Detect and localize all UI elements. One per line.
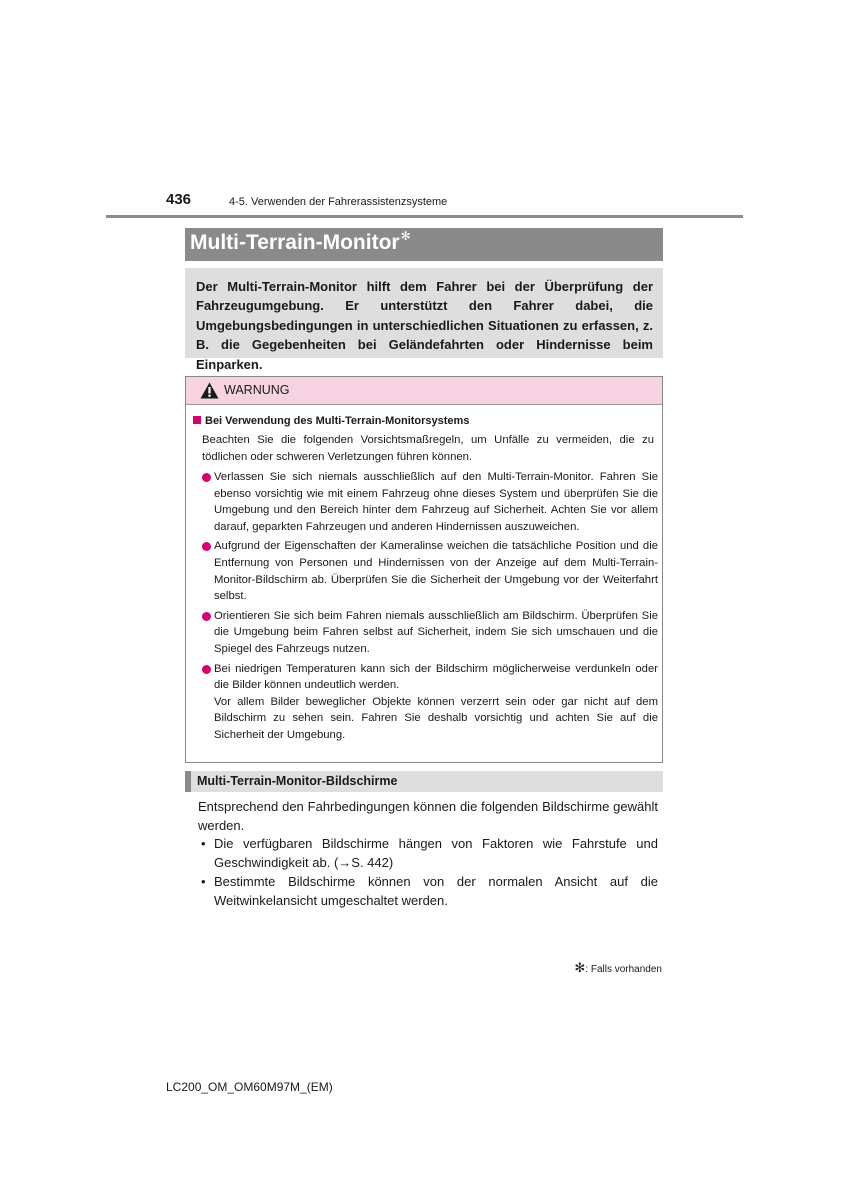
intro-text: Der Multi-Terrain-Monitor hilft dem Fahrer bei der Überprüfung der Fahrzeugumgebung. Er unterstützt den Fahrer dabei, die Umgebungsbedingungen in unterschiedlichen Situationen zu erfassen, z. B. die Gegebenheiten bei Geländefahrten oder Hindernisse beim Einparken. xyxy=(196,279,653,372)
warning-item-text: Orientieren Sie sich beim Fahren niemals ausschließlich am Bildschirm. Überprüfen Sie die Umgebung beim Fahren selbst auf Sicherheit, indem Sie sich umschauen und die Spiegel des Fahrzeugs nutzen. xyxy=(214,609,658,655)
title-bar xyxy=(185,228,663,261)
warning-header xyxy=(186,377,662,405)
bullet-dot-icon xyxy=(202,612,211,621)
screens-list-item xyxy=(198,834,658,872)
asterisk-icon: ✻ xyxy=(574,960,586,975)
footnote-text: : Falls vorhanden xyxy=(585,964,662,975)
bullet-dot-icon xyxy=(202,665,211,674)
bullet-dot-icon xyxy=(202,473,211,482)
bullet-icon: • xyxy=(201,836,206,851)
document-code: LC200_OM_OM60M97M_(EM) xyxy=(166,1080,333,1094)
header-rule xyxy=(106,215,743,218)
warning-item-extra-text: Vor allem Bilder beweglicher Objekte können verzerrt sein oder gar nicht auf dem Bildschirm zu sehen sein. Fahren Sie deshalb vorsichtig und achten Sie auf die Sicherheit der Umgebung. xyxy=(214,695,658,741)
bullet-icon: • xyxy=(201,874,206,889)
screens-list-item xyxy=(198,872,658,910)
warning-intro: Beachten Sie die folgenden Vorsichtsmaßregeln, um Unfälle zu vermeiden, die zu tödlichen oder schweren Verletzungen führen können. xyxy=(202,434,654,463)
warning-item-text: Bei niedrigen Temperaturen kann sich der Bildschirm möglicherweise verdunkeln oder die Bilder können undeutlich werden. xyxy=(214,662,658,692)
screens-item-text: Bestimmte Bildschirme können von der normalen Ansicht auf die Weitwinkelansicht umgeschaltet werden. xyxy=(214,874,658,908)
warning-list-item xyxy=(202,661,658,744)
square-bullet-icon xyxy=(193,416,201,424)
screens-list xyxy=(198,834,658,910)
page-number: 436 xyxy=(166,191,192,208)
bullet-dot-icon xyxy=(202,542,211,551)
warning-icon xyxy=(200,382,219,399)
warning-item-text: Aufgrund der Eigenschaften der Kameralinse weichen die tatsächliche Position und die Entfernung von Personen und Hindernissen von der Anzeige auf dem Multi-Terrain-Monitor-Bildschirm ab. Überprüfen Sie die Sicherheit der Umgebung vor der Weiterfahrt selbst. xyxy=(214,540,658,603)
page-title-text: Multi-Terrain-Monitor xyxy=(190,231,400,254)
warning-subheading xyxy=(193,415,469,427)
warning-list-item xyxy=(202,538,658,604)
warning-label: WARNUNG xyxy=(224,383,290,397)
page-title xyxy=(190,231,411,255)
intro-box xyxy=(185,268,663,372)
warning-subheading-text: Bei Verwendung des Multi-Terrain-Monitorsystems xyxy=(205,415,470,427)
section-header: 4-5. Verwenden der Fahrerassistenzsysteme xyxy=(229,196,448,208)
subsection-heading-bar xyxy=(185,771,663,792)
warning-list xyxy=(202,469,658,747)
heading-accent xyxy=(185,771,191,792)
screens-item-text: Die verfügbaren Bildschirme hängen von Faktoren wie Fahrstufe und Geschwindigkeit ab. (→S. 442) xyxy=(214,836,658,870)
screens-intro: Entsprechend den Fahrbedingungen können die folgenden Bildschirme gewählt werden. xyxy=(198,799,658,833)
footnote xyxy=(574,960,662,976)
warning-list-item xyxy=(202,469,658,535)
asterisk-icon: ✻ xyxy=(400,229,411,243)
subsection-heading: Multi-Terrain-Monitor-Bildschirme xyxy=(197,774,398,788)
warning-box xyxy=(185,376,663,763)
warning-item-text: Verlassen Sie sich niemals ausschließlich auf den Multi-Terrain-Monitor. Fahren Sie ebenso vorsichtig wie mit einem Fahrzeug ohne dieses System und überprüfen Sie die Umgebung und den Bereich hinter dem Fahrzeug auf Sicherheit. Achten Sie vor allem darauf, geparkten Fahrzeugen und anderen Hindernissen auszuweichen. xyxy=(214,471,658,533)
warning-list-item xyxy=(202,608,658,658)
